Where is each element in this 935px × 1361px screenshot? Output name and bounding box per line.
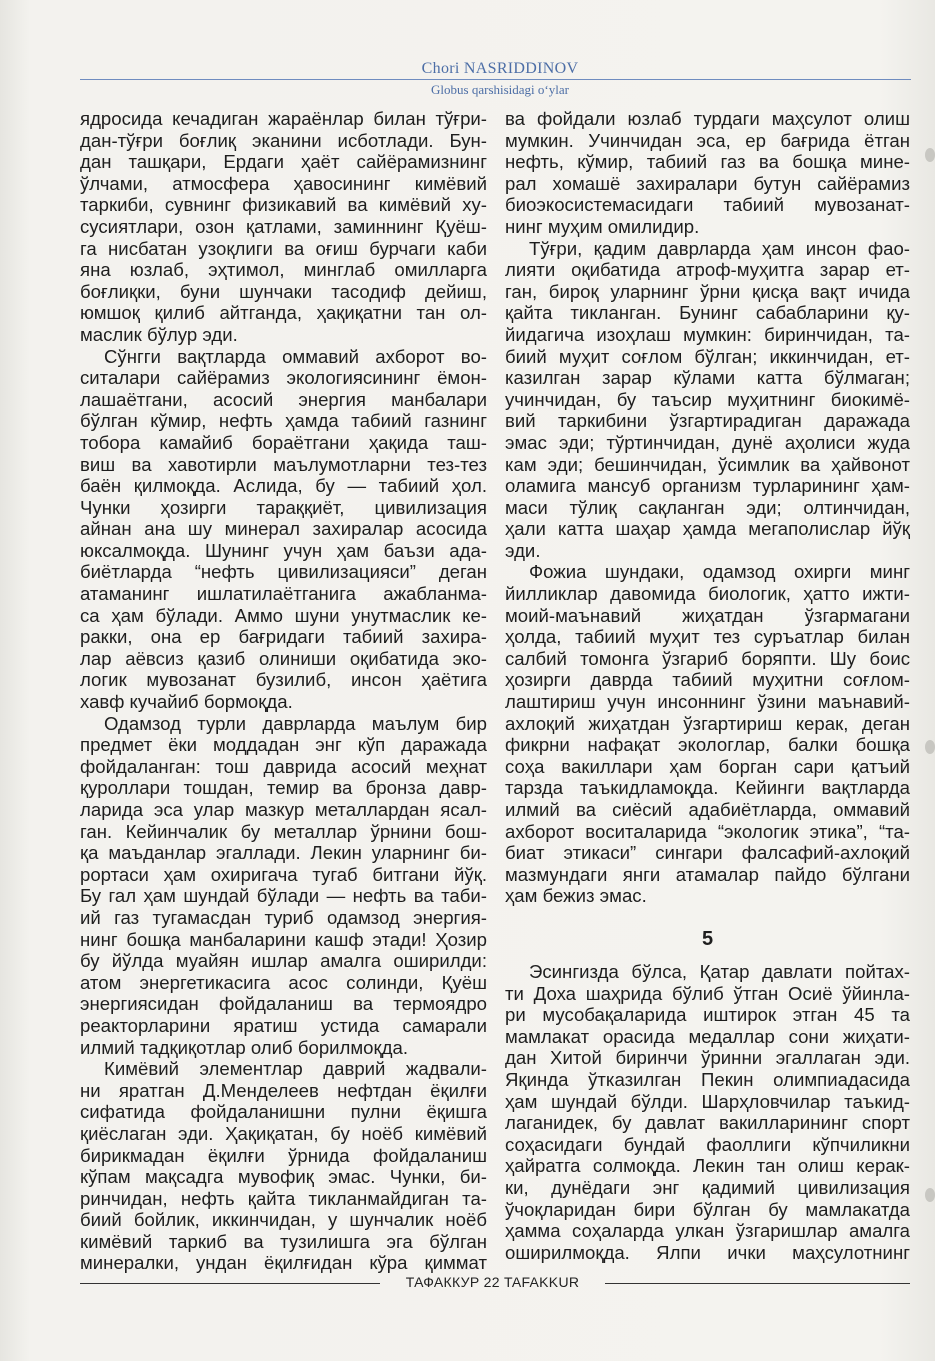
text-line: минералки, ундан ёқилғидан кўра қиммат — [80, 1252, 487, 1274]
text-line: ки, дунёдаги энг қадимий цивилизация — [505, 1176, 910, 1198]
text-line: баён қилмоқда. Аслида, бу — табиий ҳол. — [80, 475, 487, 497]
text-line: таркиби, сувнинг физикавий ва кимёвий ху- — [80, 194, 487, 216]
text-line: маси тўлиқ сақланган эди; олтинчидан, — [505, 496, 910, 518]
text-line: ҳамма соҳаларда улкан ўзгаришлар амалга — [505, 1220, 910, 1242]
text-line: нефть, кўмир, табиий газ ва бошқа мине- — [505, 151, 910, 173]
text-line: ҳам бежиз эмас. — [505, 885, 647, 907]
text-line: ий газ тугамасдан туриб одамзод энергия- — [80, 906, 487, 928]
text-line: ти Доха шаҳрида бўлиб ўтган Осиё ўйинла- — [505, 982, 910, 1004]
running-header-subtitle: Globus qarshisidagi o‘ylar — [431, 82, 569, 97]
text-line: предмет ёки моддадан энг кўп даражада — [80, 734, 487, 756]
text-line: биий муҳит соғлом бўлган; иккинчидан, ет- — [505, 345, 910, 367]
text-line: рортаси ҳам охиригача тугаб битгани йўқ. — [80, 863, 487, 885]
text-line: бу йўлда муайян ишлар амалга оширилди: — [80, 950, 487, 972]
text-line: атаманинг ишлатилаётганига ажабланма- — [80, 583, 487, 605]
running-header-author: Chori NASRIDDINOV — [421, 60, 579, 77]
footer-divider-right — [605, 1283, 910, 1284]
text-line: лар аёвсиз қазиб олиниши оқибатида эко- — [80, 647, 487, 669]
text-line: нинг бошқа манбаларини кашф этади! Ҳозир — [80, 928, 487, 950]
text-line: биётларда “нефть цивилизацияси” деган — [80, 561, 487, 583]
text-line: биоэкосистемасидаги табиий мувозанат- — [505, 194, 910, 216]
text-line: илмий ва сиёсий адабиётларда, оммавий — [505, 799, 910, 820]
binder-hole-mark — [925, 1188, 935, 1202]
text-line: сифатида фойдаланишни пулни ёқишга — [80, 1101, 487, 1123]
text-line: рал хомашё захиралари бутун сайёрамиз — [505, 172, 910, 194]
text-line: Фожиа шундаки, одамзод охирги минг — [529, 561, 910, 583]
text-line: ва фойдали юзлаб турдаги маҳсулот олиш — [505, 108, 910, 129]
text-line: ракки, она ер бағридаги табиий захира- — [80, 626, 487, 648]
text-line: хавф кучайиб бормоқда. — [80, 691, 293, 713]
text-line: га нисбатан узоқлиги ва оғиш бурчаги каби — [80, 237, 487, 259]
text-line: бўлган кўмир, нефть ҳамда табиий газнинг — [80, 410, 487, 432]
text-line: Тўғри, қадим даврларда ҳам инсон фао- — [529, 237, 910, 259]
text-line: Одамзод турли даврларда маълум бир — [104, 712, 487, 734]
right-text-column — [505, 108, 910, 1263]
text-line: нинг муҳим омилидир. — [505, 215, 700, 237]
text-line: бирикмадан ёқилғи ўрнида фойдаланиш — [80, 1144, 487, 1166]
text-line: илмий тадқиқотлар олиб борилмоқда. — [80, 1036, 409, 1058]
text-line: мазмундаги янги атамалар пайдо бўлгани — [505, 863, 910, 885]
text-line: қайта тикланган. Бунинг сабабларини қу- — [505, 302, 910, 324]
text-line: айнан ана шу минерал захиралар асосида — [80, 518, 487, 540]
text-line: учинчидан, бу таъсир муҳитнинг биокимё- — [505, 388, 910, 410]
binder-hole-mark — [925, 740, 935, 754]
text-line: юмшоқ қилиб айтганда, ҳақиқатни тан ол- — [80, 302, 487, 324]
text-line: ларида эса улар мазкур металлардан ясал- — [80, 799, 487, 820]
text-line: қиёслаган эди. Ҳақиқатан, бу ноёб кимёвий — [80, 1122, 487, 1144]
left-text-column — [80, 108, 487, 1274]
text-line: ахлоқий жиҳатдан ўзгартириш керак, деган — [505, 712, 910, 734]
text-line: реакторларини яратиш устида самарали — [80, 1014, 487, 1036]
text-line: тобора камайиб бораётгани ҳақида таш- — [80, 431, 487, 453]
text-line: ҳам шундай бўлди. Шарҳловчилар таъкид- — [505, 1090, 910, 1112]
text-line: эмас эди; тўртинчидан, дунё аҳолиси жуда — [505, 431, 910, 453]
text-line: Бу гал ҳам шундай бўлади — нефть ва таби- — [80, 885, 487, 907]
text-line: фойдаланган: тош даврида асосий меҳнат — [80, 755, 487, 777]
text-line: моий-маънавий жиҳатдан ўзгармагани — [505, 604, 910, 626]
footer-divider-left — [80, 1283, 380, 1284]
text-line: са ҳам бўлади. Аммо шуни унутмаслик ке- — [80, 604, 487, 626]
text-line: кимёвий таркиб ва тузилишга эга бўлган — [80, 1230, 487, 1252]
section-number: 5 — [701, 927, 714, 950]
text-line: ўлчами, атмосфера ҳавосининг кимёвий — [80, 172, 487, 194]
text-line: дан-тўғри боғлиқ эканини исботлади. Бун- — [80, 129, 487, 151]
text-line: ситалари сайёрамиз экологиясининг ёмон- — [80, 367, 487, 389]
text-line: қа маъданлар эгаллади. Лекин уларнинг би- — [80, 842, 487, 864]
text-line: дан Хитой биринчи ўринни эгаллаган эди. — [505, 1047, 910, 1069]
text-line: соҳасидаги бундай фаоллиги кўпчиликни — [505, 1133, 910, 1155]
binder-hole-mark — [925, 148, 935, 162]
text-line: виш ва хавотирли маълумотларни тез-тез — [80, 453, 487, 475]
text-line: ўчоқларидан бири бўлган бу мамлакатда — [505, 1198, 910, 1220]
right-column-lower-text — [505, 961, 910, 1263]
text-line: оламига мансуб организм турларининг ҳам- — [505, 475, 910, 497]
text-line: энергиясидан фойдаланиш ва термоядро — [80, 993, 487, 1015]
text-line: ҳали катта шаҳар ҳамда мегаполислар йўқ — [505, 518, 910, 540]
text-line: дан ташқари, Ердаги ҳаёт сайёрамизнинг — [80, 151, 487, 173]
text-line: ни яратган Д.Менделеев нефтдан ёқилғи — [80, 1079, 487, 1101]
text-line: фикрни нафақат экологлар, балки бошқа — [505, 734, 910, 756]
text-line: Чунки ҳозирги тараққиёт, цивилизация — [80, 496, 487, 518]
text-line: эди. — [505, 539, 541, 561]
text-line: логик мувозанат бузилиб, инсон ҳаётига — [80, 669, 487, 691]
footer-page-number: ТАФАККУР 22 TAFAKKUR — [405, 1274, 580, 1290]
text-line: ринчидан, нефть қайта тикланмайдиган та- — [80, 1187, 487, 1209]
text-line: оширилмоқда. Ялпи ички маҳсулотнинг — [505, 1241, 910, 1263]
text-line: биат этикаси” сингари фалсафий-ахлоқий — [505, 842, 910, 864]
text-line: лияти оқибатида атроф-муҳитга зарар ет- — [505, 259, 910, 281]
text-line: кўпам мақсадга мувофиқ эмас. Чунки, би- — [80, 1166, 487, 1188]
text-line: ҳайратга солмоқда. Лекин тан олиш керак- — [505, 1155, 910, 1177]
text-line: ҳолда, табиий муҳит тез суръатлар билан — [505, 626, 910, 648]
text-line: сусиятлари, озон қатлами, заминнинг Қуёш- — [80, 215, 487, 237]
text-line: вий таркибини ўзгартирадиган даражада — [505, 410, 910, 432]
text-line: маслик бўлур эди. — [80, 323, 238, 345]
text-line: мумкин. Учинчидан эса, ер бағрида ётган — [505, 129, 910, 151]
text-line: казилган зарар кўлами катта бўлмаган; — [505, 367, 910, 389]
text-line: ахборот воситаларида “экологик этика”, “та- — [505, 820, 910, 842]
text-line: Яқинда ўтказилган Пекин олимпиадасида — [505, 1068, 910, 1090]
text-line: тарзда таъкидламоқда. Кейинги вақтларда — [505, 777, 910, 799]
text-line: йилликлар давомида биологик, ҳатто ижти- — [505, 583, 910, 605]
text-line: юксалмоқда. Шунинг учун ҳам баъзи ада- — [80, 539, 487, 561]
header-divider — [80, 79, 911, 80]
text-line: ган, бироқ уларнинг ўрни қисқа вақт ичида — [505, 280, 910, 302]
text-line: салбий томонга ўзгариб боряпти. Шу боис — [505, 647, 910, 669]
text-line: биий бойлик, иккинчидан, у шунчалик ноёб — [80, 1209, 487, 1231]
text-line: Кимёвий элементлар даврий жадвали- — [104, 1058, 487, 1080]
text-line: кам эди; бешинчидан, ўсимлик ва ҳайвонот — [505, 453, 910, 475]
text-line: ри мусобақаларида иштирок этган 45 та — [505, 1004, 910, 1026]
text-line: соҳа вакиллари ҳам борган сари қатъий — [505, 755, 910, 777]
text-line: лаганидек, бу давлат вакилларининг спорт — [505, 1112, 910, 1134]
text-line: йидагича изоҳлаш мумкин: биринчидан, та- — [505, 323, 910, 345]
text-line: Эсингизда бўлса, Қатар давлати пойтах- — [529, 960, 910, 982]
text-line: лашаётгани, асосий энергия манбалари — [80, 388, 487, 410]
text-line: атом энергетикасига асос солинди, Қуёш — [80, 971, 487, 993]
text-line: яна юзлаб, эҳтимол, минглаб омилларга — [80, 259, 487, 281]
text-line: Сўнгги вақтларда оммавий ахборот во- — [104, 345, 487, 367]
right-column-upper-text — [505, 108, 910, 907]
text-line: қуроллари тошдан, темир ва бронза давр- — [80, 777, 487, 799]
text-line: боғлиқки, буни шунчаки тасодиф дейиш, — [80, 280, 487, 302]
text-line: ган. Кейинчалик бу металлар ўрнини бош- — [80, 820, 487, 842]
text-line: мамлакат орасида медаллар сони жиҳати- — [505, 1025, 910, 1047]
text-line: лаштириш учун инсоннинг ўзини маънавий- — [505, 691, 910, 713]
text-line: ҳозирги даврда табиий муҳитни соғлом- — [505, 669, 910, 691]
text-line: ядросида кечадиган жараёнлар билан тўғри- — [80, 108, 487, 129]
